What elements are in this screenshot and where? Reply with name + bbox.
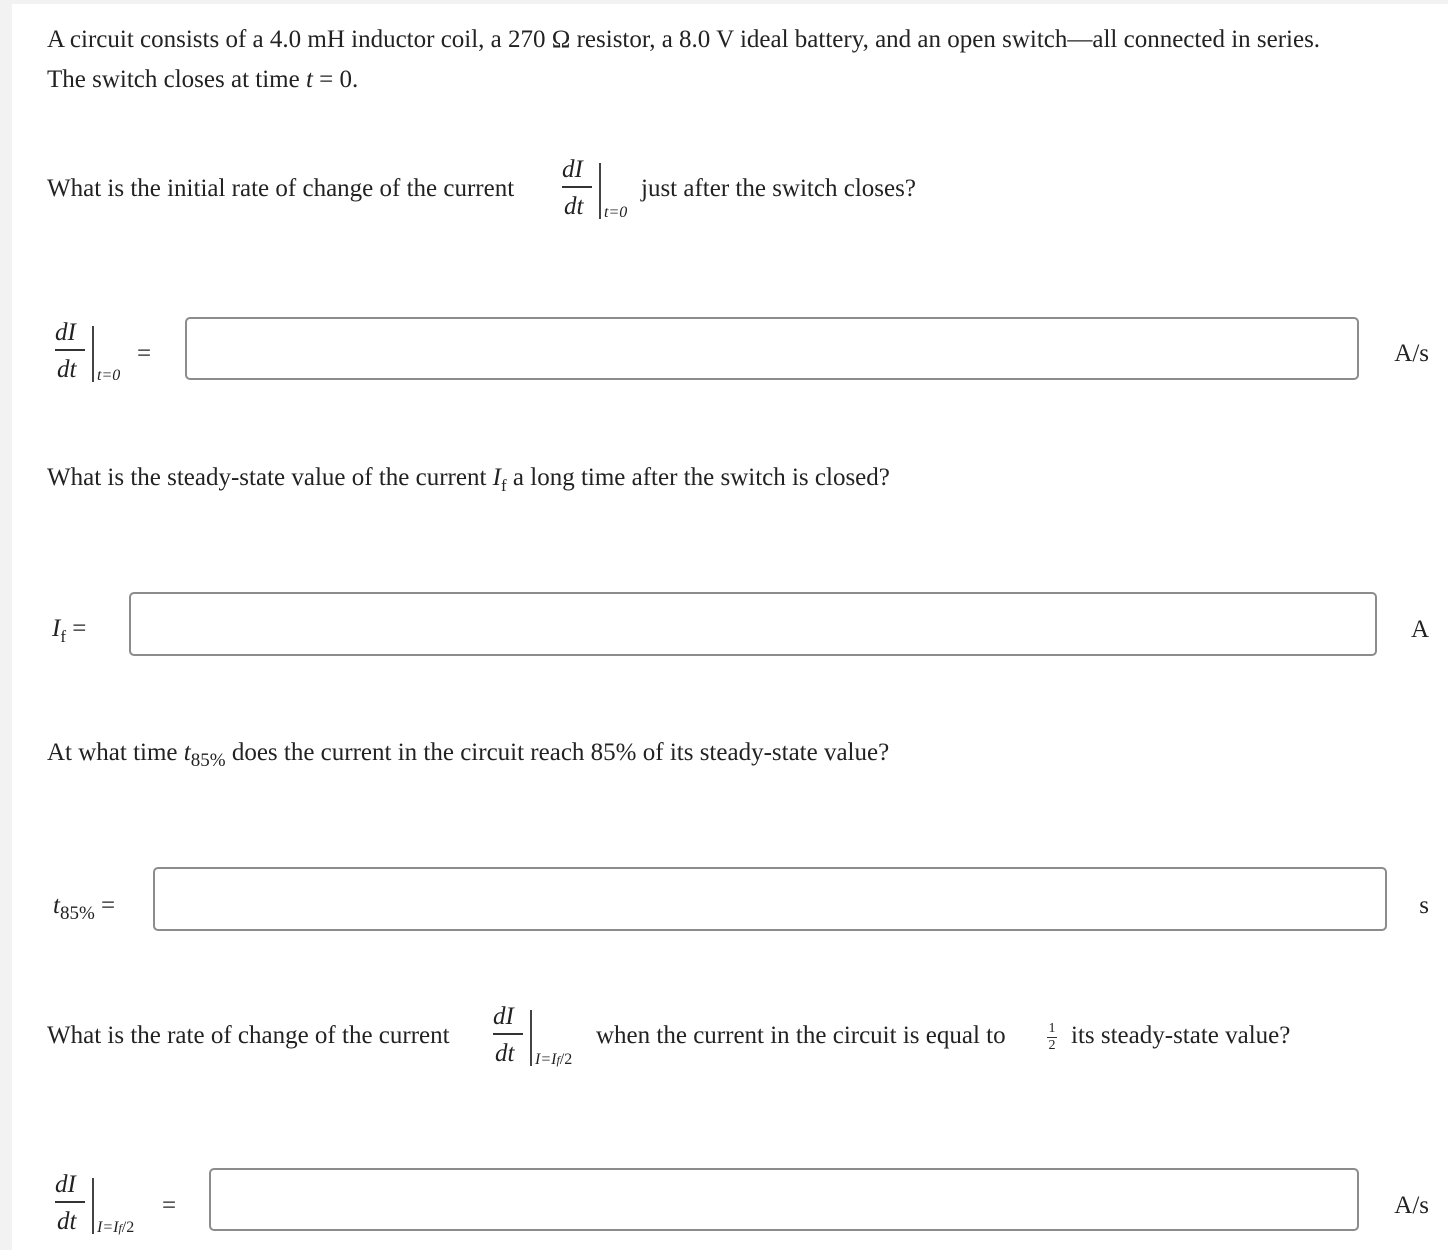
q3-unit: s: [1419, 892, 1429, 919]
q3-answer-input[interactable]: [153, 867, 1387, 931]
q4-answer-input[interactable]: [209, 1168, 1359, 1231]
q1-prompt: What is the initial rate of change of the current: [47, 175, 515, 202]
q4-prompt-suffix: its steady-state value?: [1071, 1022, 1291, 1049]
problem-statement-line2: The switch closes at time t = 0.: [47, 66, 359, 93]
q1-answer-input[interactable]: [185, 317, 1359, 380]
q4-equals: =: [162, 1192, 177, 1219]
problem-statement-line1: A circuit consists of a 4.0 mH inductor coil, a 270 Ω resistor, a 8.0 V ideal battery, and an open switch—all connected in series.: [47, 26, 1321, 53]
q3-prompt: At what time $t_{85\%}$ does the current in the circuit reach 85% of its steady-state value?: [47, 739, 890, 771]
q1-unit: A/s: [1394, 340, 1429, 367]
q2-prompt: What is the steady-state value of the current $I_f$ a long time after the switch is closed?: [47, 464, 890, 495]
q3-label: $t_{85\%}$ =: [53, 892, 116, 924]
q4-prompt: What is the rate of change of the current: [47, 1022, 450, 1049]
q2-unit: A: [1410, 616, 1429, 643]
q4-one-half: 1 2: [1048, 1021, 1056, 1053]
q4-unit: A/s: [1394, 1192, 1429, 1219]
q2-label: $I_f$ =: [52, 615, 87, 646]
q1-equals: =: [137, 340, 152, 367]
q1-prompt-suffix: just after the switch closes?: [641, 175, 916, 202]
q2-answer-input[interactable]: [129, 592, 1377, 656]
q4-prompt-middle: when the current in the circuit is equal to: [596, 1022, 1006, 1049]
